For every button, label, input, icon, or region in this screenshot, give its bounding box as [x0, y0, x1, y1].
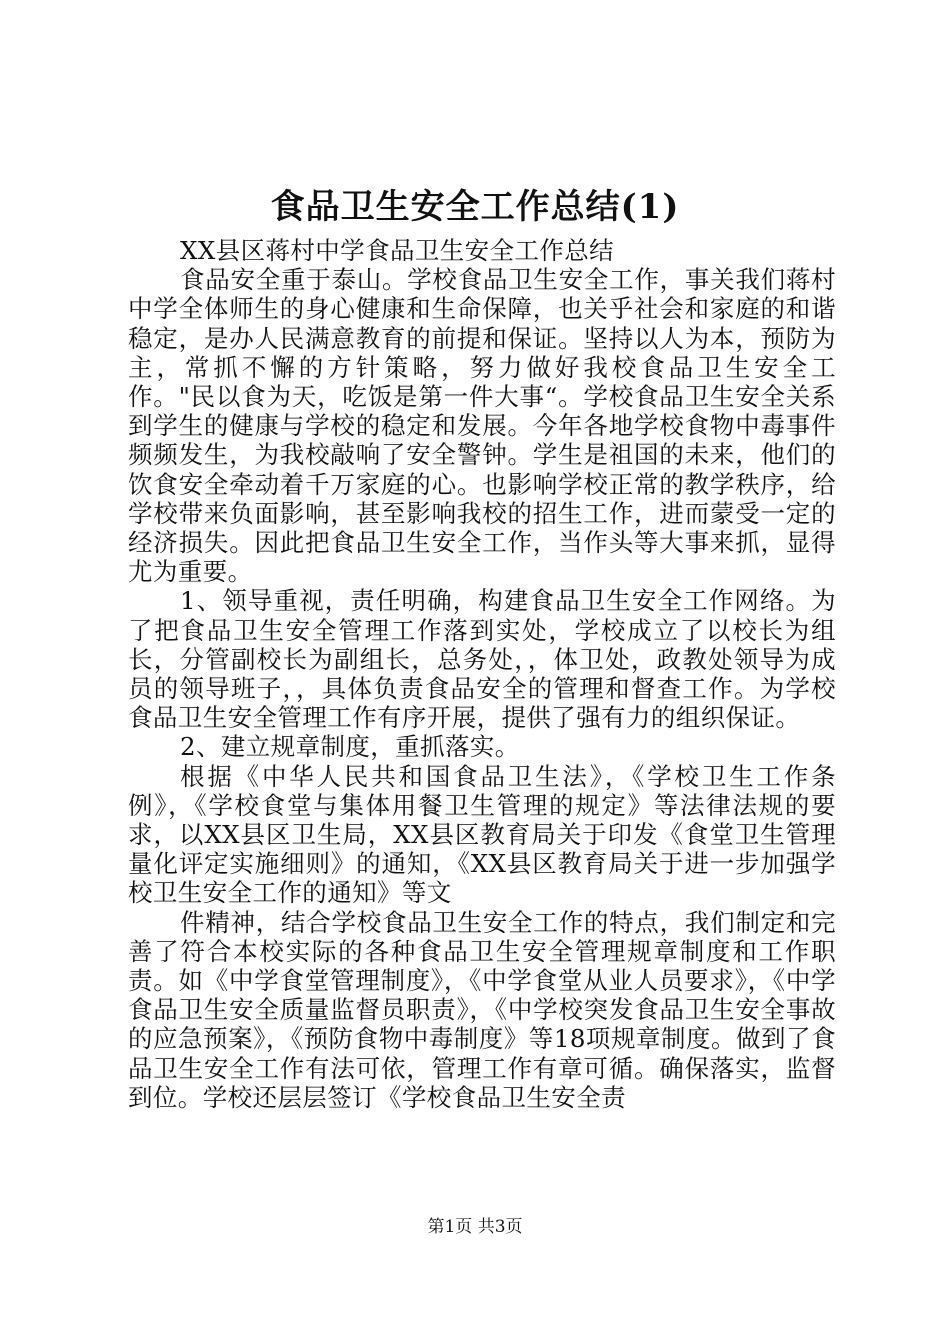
body-paragraph-section-1: 1、领导重视，责任明确，构建食品卫生安全工作网络。为了把食品卫生安全管理工作落到实处，学校成立了以校长为组长，分管副校长为副组长，总务处，，体卫处，政教处领导为成员的领导班子，，具体负责食品安全的管理和督查工作。为学校食品卫生安全管理工作有序开展，提供了强有力的组织保证。	[128, 586, 836, 733]
document-title: 食品卫生安全工作总结(1)	[270, 187, 680, 227]
body-paragraph-rules: 件精神，结合学校食品卫生安全工作的特点，我们制定和完善了符合本校实际的各种食品卫生安全管理规章制度和工作职责。如《中学食堂管理制度》，《中学食堂从业人员要求》，《中学食品卫生安全质量监督员职责》，《中学校突发食品卫生安全事故的应急预案》，《预防食物中毒制度》等18项规章制度。做到了食品卫生安全工作有法可依，管理工作有章可循。确保落实，监督到位。学校还层层签订《学校食品卫生安全责	[128, 907, 836, 1112]
body-paragraph-intro: 食品安全重于泰山。学校食品卫生安全工作，事关我们蒋村中学全体师生的身心健康和生命保障，也关乎社会和家庭的和谐稳定，是办人民满意教育的前提和保证。坚持以人为本，预防为主，常抓不懈的方针策略，努力做好我校食品卫生安全工作。"民以食为天，吃饭是第一件大事“。学校食品卫生安全关系到学生的健康与学校的稳定和发展。今年各地学校食物中毒事件频频发生，为我校敲响了安全警钟。学生是祖国的未来，他们的饮食安全牵动着千万家庭的心。也影响学校正常的教学秩序，给学校带来负面影响，甚至影响我校的招生工作，进而蒙受一定的经济损失。因此把食品卫生安全工作，当作头等大事来抓，显得尤为重要。	[128, 265, 836, 587]
page-number-footer: 第1页 共3页	[427, 1217, 523, 1237]
body-paragraph-section-2-heading: 2、建立规章制度，重抓落实。	[180, 732, 520, 762]
body-paragraph-subtitle: XX县区蒋村中学食品卫生安全工作总结	[180, 236, 615, 265]
body-paragraph-regulations: 根据《中华人民共和国食品卫生法》，《学校卫生工作条例》，《学校食堂与集体用餐卫生管理的规定》等法律法规的要求，以XX县区卫生局，XX县区教育局关于印发《食堂卫生管理量化评定实施细则》的通知，《XX县区教育局关于进一步加强学校卫生安全工作的通知》等文	[128, 761, 836, 908]
document-body	[128, 236, 836, 1112]
